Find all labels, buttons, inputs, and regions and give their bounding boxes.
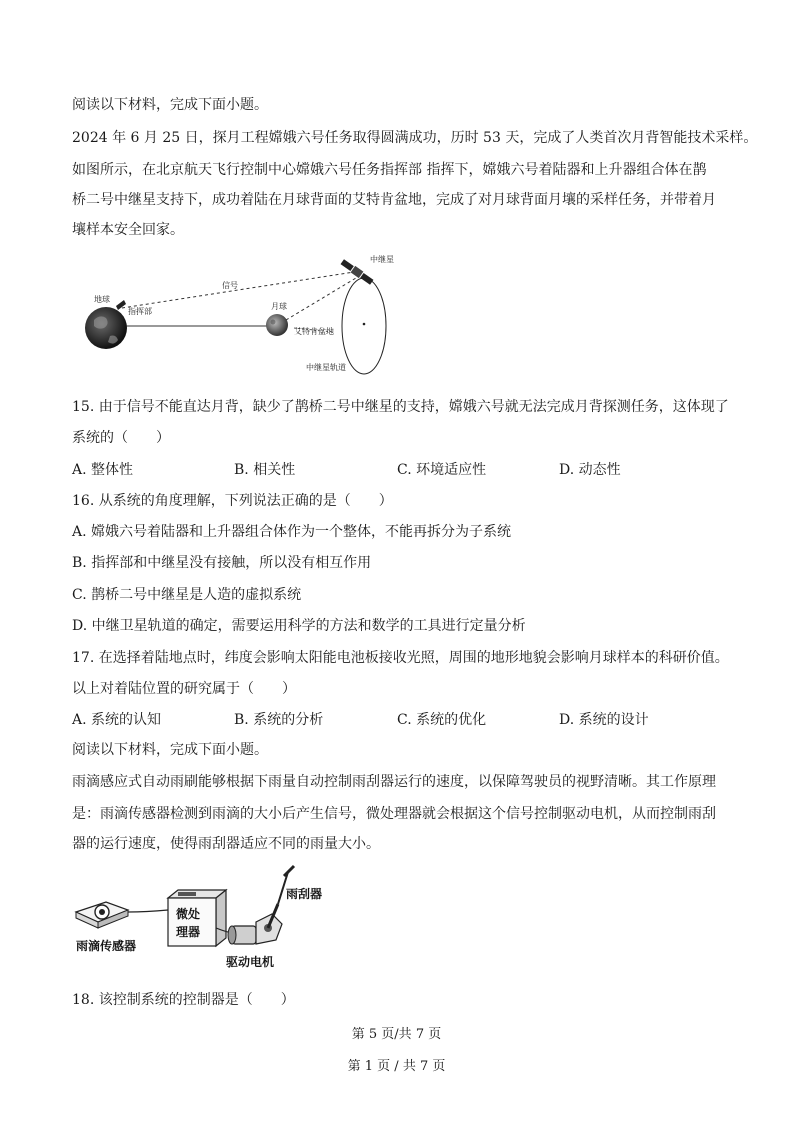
q16-option-c[interactable]: C. 鹊桥二号中继星是人造的虚拟系统 (72, 587, 302, 603)
orbit-center-dot (363, 323, 366, 326)
label-orbit: 中继星轨道 (306, 363, 346, 372)
q17-stem-line-2: 以上对着陆位置的研究属于（ ） (72, 681, 296, 697)
rain-sensor-icon (76, 902, 128, 928)
q15-stem-line-1: 15. 由于信号不能直达月背，缺少了鹊桥二号中继星的支持，嫦娥六号就无法完成月背探测任务，这体现了 (72, 399, 729, 415)
signal-line (122, 272, 354, 308)
q15-option-b[interactable]: B. 相关性 (234, 462, 296, 478)
moon-crater (271, 320, 276, 325)
drive-motor-icon (228, 914, 282, 944)
q16-option-b[interactable]: B. 指挥部和中继星没有接触，所以没有相互作用 (72, 555, 372, 571)
relay-satellite-icon (340, 258, 374, 285)
q17-stem-line-1: 17. 在选择着陆地点时，纬度会影响太阳能电池板接收光照，周围的地形地貌会影响月球样本的科研价值。 (72, 650, 729, 666)
label-command: 指挥部 (128, 307, 152, 316)
q15-option-a[interactable]: A. 整体性 (72, 462, 134, 478)
label-sensor: 雨滴传感器 (76, 939, 137, 953)
relay-satellite-figure (72, 250, 402, 380)
q15-options (72, 460, 722, 480)
q16-option-a[interactable]: A. 嫦娥六号着陆器和上升器组合体作为一个整体，不能再拆分为子系统 (72, 524, 512, 540)
inner-page-footer: 第 5 页/共 7 页 (351, 1027, 442, 1042)
label-relay: 中继星 (370, 255, 394, 264)
material2-line-2: 是：雨滴传感器检测到雨滴的大小后产生信号，微处理器就会根据这个信号控制驱动电机，从而控制雨刮 (72, 806, 716, 822)
label-motor: 驱动电机 (226, 955, 275, 969)
q15-stem-line-2: 系统的（ ） (72, 430, 170, 446)
label-signal: 信号 (222, 281, 238, 290)
section2-intro: 阅读以下材料，完成下面小题。 (72, 742, 268, 758)
section1-intro: 阅读以下材料，完成下面小题。 (72, 97, 268, 113)
wire-sensor-processor (128, 910, 168, 912)
material2-line-3: 器的运行速度，使得雨刮器适应不同的雨量大小。 (72, 836, 380, 852)
q16-option-d[interactable]: D. 中继卫星轨道的确定，需要运用科学的方法和数学的工具进行定量分析 (72, 618, 526, 634)
q17-options (72, 710, 722, 730)
label-basin: 艾特肯盆地 (294, 327, 334, 336)
outer-page-footer: 第 1 页 / 共 7 页 (347, 1059, 446, 1074)
material1-line-2: 如图所示，在北京航天飞行控制中心嫦娥六号任务指挥部 指挥下，嫦娥六号着陆器和上升器组合体在鹊 (72, 162, 707, 178)
earth-icon (85, 307, 127, 349)
wiper-system-figure (72, 862, 342, 972)
q17-option-c[interactable]: C. 系统的优化 (397, 712, 487, 728)
label-earth: 地球 (94, 295, 110, 304)
q15-option-d[interactable]: D. 动态性 (559, 462, 621, 478)
label-wiper: 雨刮器 (286, 887, 323, 901)
q18-stem: 18. 该控制系统的控制器是（ ） (72, 992, 295, 1008)
label-processor-line1: 微处 (176, 907, 201, 921)
label-processor-line2: 理器 (176, 925, 201, 939)
material2-line-1: 雨滴感应式自动雨刷能够根据下雨量自动控制雨刮器运行的速度，以保障驾驶员的视野清晰。其工作原理 (72, 774, 716, 790)
q15-option-c[interactable]: C. 环境适应性 (397, 462, 487, 478)
relay-orbit-ellipse (342, 278, 386, 374)
material1-line-3: 桥二号中继星支持下，成功着陆在月球背面的艾特肯盆地，完成了对月球背面月壤的采样任务，并带着月 (72, 192, 716, 208)
q17-option-d[interactable]: D. 系统的设计 (559, 712, 649, 728)
antenna-icon (116, 300, 126, 310)
moon-icon (266, 314, 288, 336)
q17-option-b[interactable]: B. 系统的分析 (234, 712, 324, 728)
material1-line-4: 壤样本安全回家。 (72, 222, 184, 238)
q17-option-a[interactable]: A. 系统的认知 (72, 712, 162, 728)
label-moon: 月球 (271, 302, 287, 311)
q16-stem: 16. 从系统的角度理解，下列说法正确的是（ ） (72, 493, 393, 509)
material1-line-1: 2024 年 6 月 25 日，探月工程嫦娥六号任务取得圆满成功，历时 53 天，完成了人类首次月背智能技术采样。 (72, 130, 758, 146)
